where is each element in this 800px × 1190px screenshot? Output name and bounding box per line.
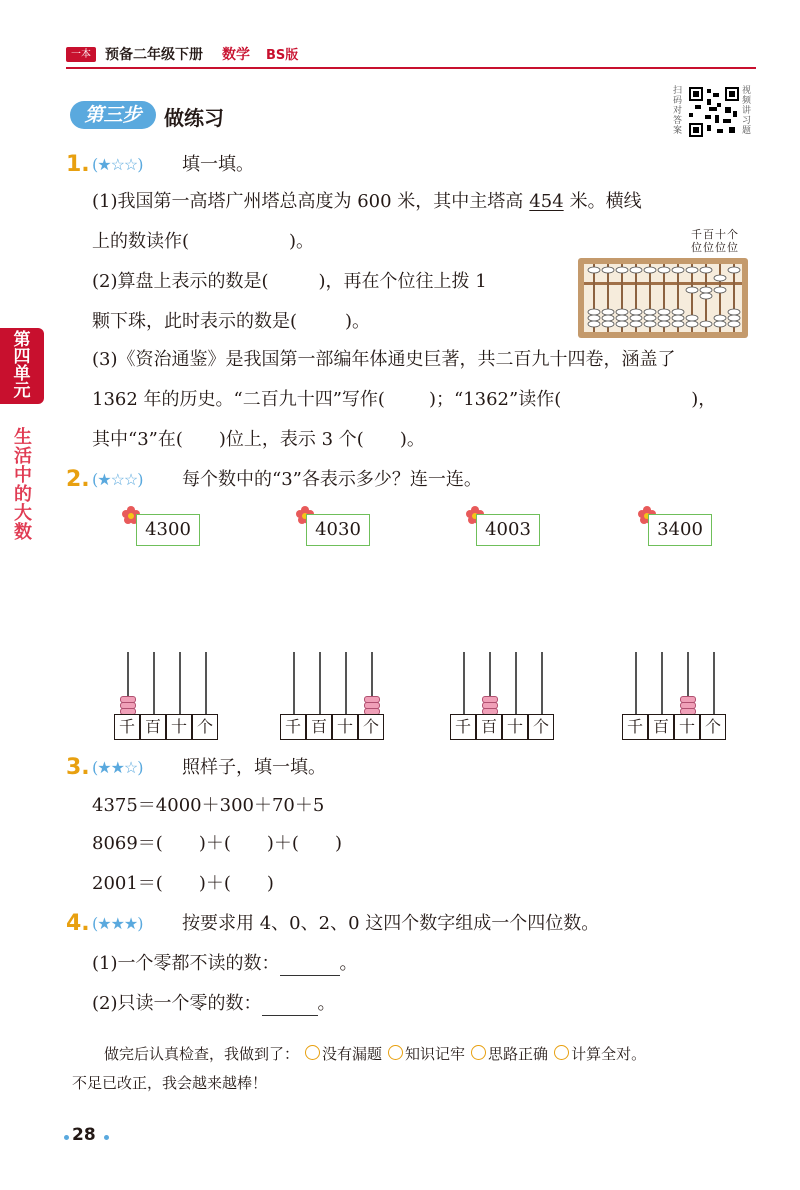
place-label-thousands: 千 [280, 714, 306, 740]
q2-number: 2. [66, 467, 90, 492]
self-check-line [104, 1043, 646, 1065]
q4-prompt: 按要求用 4、0、2、0 这四个数字组成一个四位数。 [182, 913, 600, 934]
place-label-thousands: 千 [450, 714, 476, 740]
qr-right-caption: 视频讲习题 [742, 86, 752, 136]
q4-part2-text: (2)只读一个零的数： [92, 993, 262, 1014]
q3-line2-a: 2001＝( [92, 873, 163, 894]
number-box: 4030 [306, 514, 370, 546]
q4-answer-line-1[interactable] [280, 955, 340, 976]
q3-line1-c: )＋( [266, 833, 299, 854]
place-label-ones: 个 [358, 714, 384, 740]
q1-part3-line1: (3)《资治通鉴》是我国第一部编年体通史巨著，共二百九十四卷，涵盖了 [92, 349, 676, 370]
q3-line2-b: )＋( [198, 873, 231, 894]
q1-part2-a: (2)算盘上表示的数是( [92, 271, 269, 292]
q1-part2-c: 颗下珠，此时表示的数是( [92, 311, 298, 332]
q1-part3-b: 1362 年的历史。“二百九十四”写作( [92, 389, 385, 410]
q3-number: 3. [66, 755, 90, 780]
q1-part3-f: )位上，表示 3 个( [218, 429, 364, 450]
checkbox-circle-icon[interactable] [388, 1045, 403, 1060]
q1-part1-line2 [92, 230, 314, 254]
q4-difficulty-stars: (★★★) [92, 914, 143, 933]
qr-left-caption: 扫码对答案 [673, 86, 683, 136]
q1-part1-a: (1)我国第一高塔广州塔总高度为 600 米，其中主塔高 [92, 191, 524, 212]
section-title: 做练习 [164, 106, 224, 130]
q4-part1 [92, 952, 358, 976]
qr-code-icon[interactable] [689, 87, 739, 137]
place-value-counter[interactable] [114, 652, 226, 762]
q3-prompt: 照样子，填一填。 [182, 757, 326, 778]
check-item: 没有漏题 [322, 1045, 383, 1063]
q3-line1-b: )＋( [198, 833, 231, 854]
number-box: 4300 [136, 514, 200, 546]
place-value-counter[interactable] [450, 652, 562, 762]
q1-part3-line3 [92, 428, 425, 452]
q1-part1-c: 上的数读作( [92, 231, 190, 252]
abacus-place-labels: 千百十个 [691, 228, 739, 241]
q3-line2 [92, 872, 274, 896]
q1-part2-line2 [92, 310, 370, 334]
brand-logo: 一本 [66, 47, 96, 62]
q3-line2-c: ) [266, 873, 274, 894]
q1-part1-b: 米。横线 [569, 191, 642, 212]
q1-part3-line2 [92, 388, 716, 412]
checkbox-circle-icon[interactable] [471, 1045, 486, 1060]
book-title: 预备二年级下册 [105, 47, 203, 63]
header-divider [66, 67, 756, 69]
q1-part2-b: )，再在个位往上拨 1 [318, 271, 487, 292]
q1-underlined-number: 454 [529, 191, 564, 212]
page-dot-icon [104, 1135, 109, 1140]
q3-difficulty-stars: (★★☆) [92, 758, 143, 777]
number-box: 3400 [648, 514, 712, 546]
place-label-hundreds: 百 [306, 714, 332, 740]
unit-topic-label: 生活中的大数 [14, 427, 32, 543]
place-label-hundreds: 百 [140, 714, 166, 740]
q1-part1-text [92, 190, 642, 214]
q4-part2-end: 。 [317, 993, 336, 1014]
place-label-ones: 个 [192, 714, 218, 740]
q2-prompt: 每个数中的“3”各表示多少？连一连。 [182, 469, 482, 490]
q3-line1-a: 8069＝( [92, 833, 163, 854]
place-label-ones: 个 [700, 714, 726, 740]
q1-part3-g: )。 [399, 429, 425, 450]
unit-tab-label: 第四单元 [13, 330, 31, 401]
place-label-thousands: 千 [622, 714, 648, 740]
place-label-ones: 个 [528, 714, 554, 740]
place-label-tens: 十 [674, 714, 700, 740]
place-label-tens: 十 [166, 714, 192, 740]
q4-answer-line-2[interactable] [262, 995, 318, 1016]
q2-difficulty-stars: (★☆☆) [92, 470, 143, 489]
q1-part3-c: )；“1362”读作( [428, 389, 562, 410]
abacus-place-labels-2: 位位位位 [691, 241, 739, 254]
q3-line1-d: ) [334, 833, 342, 854]
q3-line1 [92, 832, 342, 856]
q1-part3-e: 其中“3”在( [92, 429, 183, 450]
edition-label: BS版 [266, 48, 299, 63]
abacus-image [578, 258, 748, 338]
q1-prompt: 填一填。 [182, 154, 254, 175]
q3-example: 4375＝4000＋300＋70＋5 [92, 795, 325, 816]
encouragement-text: 不足已改正，我会越来越棒！ [72, 1074, 268, 1092]
number-box: 4003 [476, 514, 540, 546]
place-label-tens: 十 [332, 714, 358, 740]
place-value-counter[interactable] [622, 652, 734, 762]
place-label-tens: 十 [502, 714, 528, 740]
q4-part1-end: 。 [339, 953, 358, 974]
place-label-hundreds: 百 [648, 714, 674, 740]
step-badge: 第三步 [70, 101, 156, 129]
place-label-thousands: 千 [114, 714, 140, 740]
check-item: 知识记牢 [405, 1045, 466, 1063]
q4-part2 [92, 992, 336, 1016]
place-label-hundreds: 百 [476, 714, 502, 740]
checkbox-circle-icon[interactable] [554, 1045, 569, 1060]
q1-part1-d: )。 [289, 231, 315, 252]
q1-part2-d: )。 [345, 311, 371, 332]
q1-difficulty-stars: (★☆☆) [92, 155, 143, 174]
page-number: 28 [72, 1125, 96, 1145]
self-check-intro: 做完后认真检查，我做到了： [104, 1045, 300, 1063]
q1-part2-line1 [92, 270, 487, 294]
checkbox-circle-icon[interactable] [305, 1045, 320, 1060]
q1-number: 1. [66, 152, 90, 177]
page-dot-icon [64, 1135, 69, 1140]
subject-label: 数学 [222, 47, 250, 63]
q4-part1-text: (1)一个零都不读的数： [92, 953, 280, 974]
q1-part3-d: )， [691, 389, 717, 410]
place-value-counter[interactable] [280, 652, 392, 762]
check-item: 思路正确 [488, 1045, 549, 1063]
check-item: 计算全对。 [571, 1045, 647, 1063]
q4-number: 4. [66, 911, 90, 936]
